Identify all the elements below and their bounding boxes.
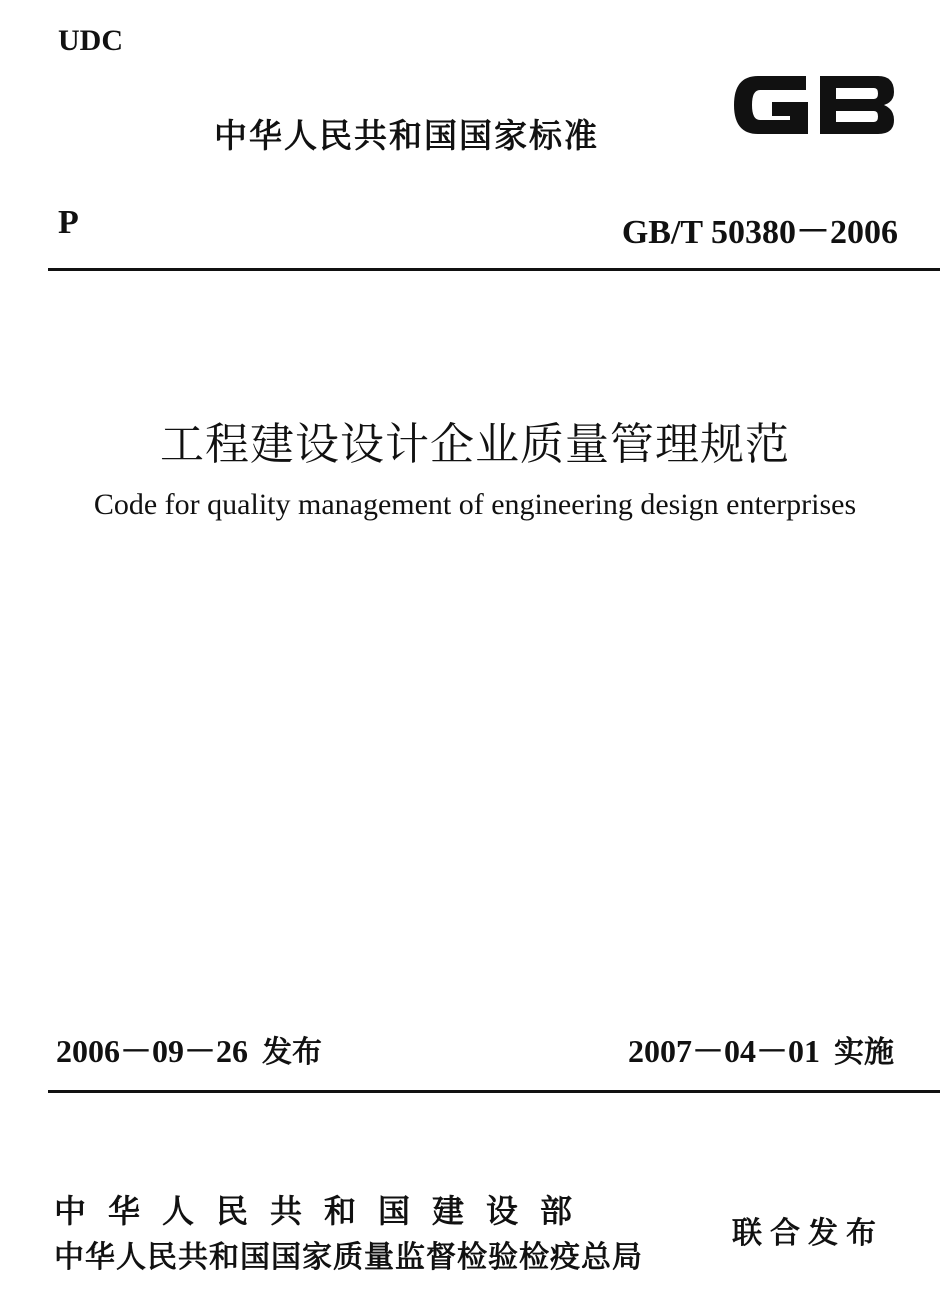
standard-number: GB/T 50380－2006	[621, 214, 898, 251]
title-chinese: 工程建设设计企业质量管理规范	[160, 419, 790, 470]
title-english: Code for quality management of engineering design enterprises	[93, 488, 857, 521]
implement-date-block	[628, 1026, 894, 1072]
issue-date: 2006－09－26	[56, 1033, 249, 1069]
publisher-ministry: 中华人民共和国建设部	[54, 1192, 595, 1230]
standard-type-title: 中华人民共和国国家标准	[214, 116, 599, 155]
issue-label: 发布	[262, 1035, 323, 1070]
implement-label: 实施	[834, 1035, 894, 1070]
implement-date: 2007－04－01	[627, 1033, 820, 1069]
publisher-aqsiq: 中华人民共和国国家质量监督检验检疫总局	[54, 1240, 643, 1275]
joint-publish-label: 联合发布	[732, 1216, 884, 1251]
classification-code: P	[58, 204, 79, 241]
gb-logo	[728, 62, 898, 148]
udc-label: UDC	[58, 24, 123, 57]
bottom-divider	[48, 1090, 940, 1093]
top-divider	[48, 268, 940, 271]
issue-date-block	[56, 1026, 322, 1072]
